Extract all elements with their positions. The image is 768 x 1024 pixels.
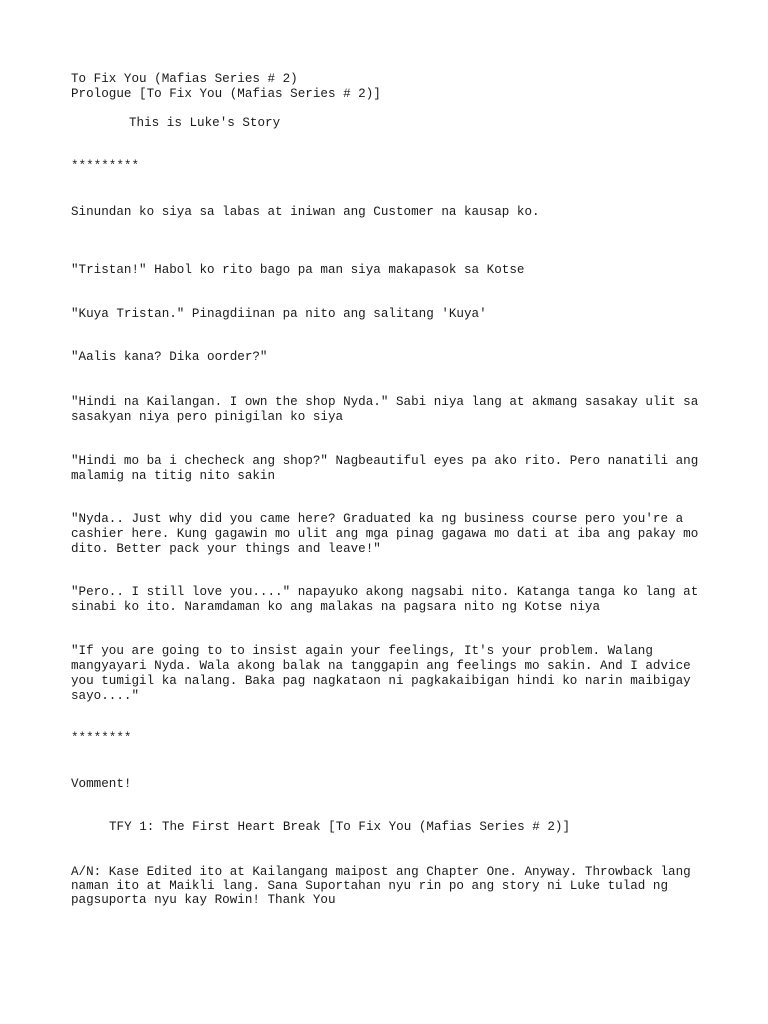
author-note-line: pagsuporta nyu kay Rowin! Thank You: [71, 893, 336, 907]
paragraph-line: "Tristan!" Habol ko rito bago pa man siya makapasok sa Kotse: [71, 263, 525, 277]
paragraph-line: sasakyan niya pero pinigilan ko siya: [71, 410, 344, 424]
paragraph-line: you tumigil ka nalang. Baka pag nagkataon ni pagkakaibigan hindi ko narin maibigay: [71, 674, 691, 688]
chapter-heading: TFY 1: The First Heart Break [To Fix You (Mafias Series # 2)]: [109, 820, 571, 834]
story-subtitle: This is Luke's Story: [129, 116, 281, 130]
paragraph-line: "Pero.. I still love you...." napayuko akong nagsabi nito. Katanga tanga ko lang at: [71, 585, 699, 599]
paragraph-line: dito. Better pack your things and leave!": [71, 542, 381, 556]
paragraph-line: sayo....": [71, 689, 140, 703]
paragraph-line: sinabi ko ito. Naramdaman ko ang malakas na pagsara nito ng Kotse niya: [71, 600, 601, 614]
paragraph-line: "Hindi na Kailangan. I own the shop Nyda." Sabi niya lang at akmang sasakay ulit sa: [71, 395, 699, 409]
story-title: To Fix You (Mafias Series # 2): [71, 72, 298, 86]
prologue-heading: Prologue [To Fix You (Mafias Series # 2)]: [71, 87, 381, 101]
vomment-text: Vomment!: [71, 777, 132, 791]
paragraph-line: "If you are going to to insist again your feelings, It's your problem. Walang: [71, 644, 653, 658]
paragraph-line: "Aalis kana? Dika oorder?": [71, 350, 268, 364]
author-note-line: A/N: Kase Edited ito at Kailangang maipost ang Chapter One. Anyway. Throwback lang: [71, 865, 691, 879]
paragraph-line: Sinundan ko siya sa labas at iniwan ang Customer na kausap ko.: [71, 205, 540, 219]
author-note-line: naman ito at Maikli lang. Sana Suportahan nyu rin po ang story ni Luke tulad ng: [71, 879, 669, 893]
paragraph-line: "Hindi mo ba i checheck ang shop?" Nagbeautiful eyes pa ako rito. Pero nanatili ang: [71, 454, 699, 468]
paragraph-line: "Kuya Tristan." Pinagdiinan pa nito ang salitang 'Kuya': [71, 307, 487, 321]
separator-stars: ********: [71, 731, 132, 745]
paragraph-line: malamig na titig nito sakin: [71, 469, 276, 483]
separator-stars: *********: [71, 159, 140, 173]
paragraph-line: mangyayari Nyda. Wala akong balak na tanggapin ang feelings mo sakin. And I advice: [71, 659, 691, 673]
paragraph-line: "Nyda.. Just why did you came here? Graduated ka ng business course pero you're a: [71, 512, 684, 526]
paragraph-line: cashier here. Kung gagawin mo ulit ang mga pinag gagawa mo dati at iba ang pakay mo: [71, 527, 699, 541]
